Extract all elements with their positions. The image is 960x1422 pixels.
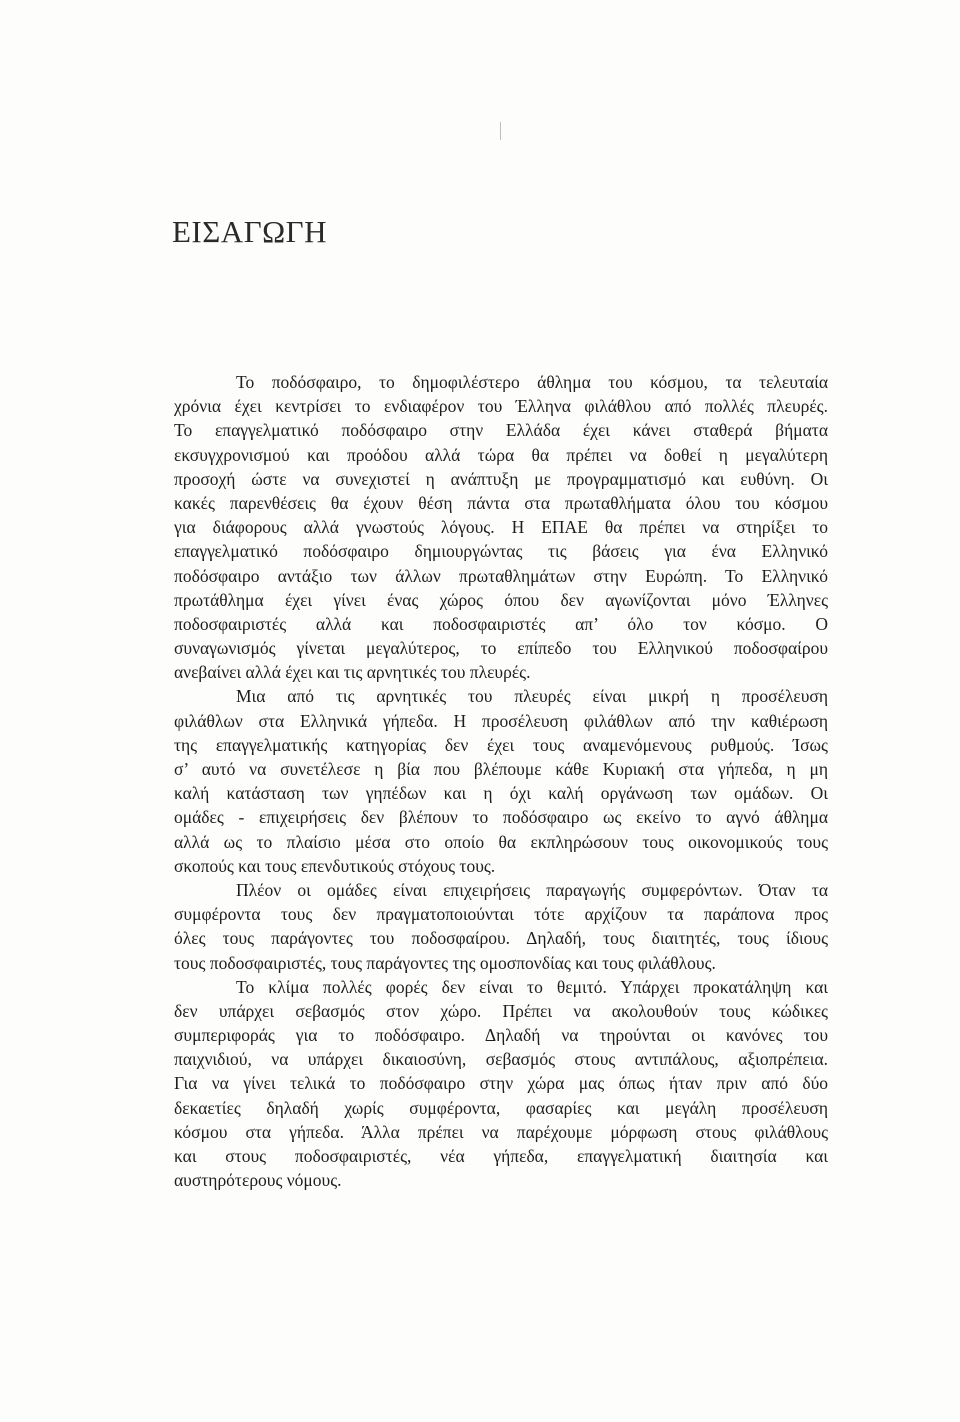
text-line: επαγγελματικό ποδόσφαιρο δημιουργώντας τις βάσεις για ένα Ελληνικό bbox=[174, 541, 828, 562]
text-line: της επαγγελματικής κατηγορίας δεν έχει τους αναμενόμενους ρυθμούς. Ίσως bbox=[174, 734, 828, 755]
text-line: σκοπούς και τους επενδυτικούς στόχους τους. bbox=[174, 855, 496, 876]
text-line: κακές παρενθέσεις θα έχουν θέση πάντα στα πρωταθλήματα όλου του κόσμου bbox=[174, 492, 828, 513]
text-line: Μια από τις αρνητικές του πλευρές είναι μικρή η προσέλευση bbox=[236, 686, 828, 707]
text-line: ποδοσφαιριστές αλλά και ποδοσφαιριστές απ’ όλο τον κόσμο. Ο bbox=[174, 613, 828, 634]
paragraph bbox=[174, 878, 828, 975]
paragraph bbox=[174, 975, 828, 1193]
text-line: φιλάθλων στα Ελληνικά γήπεδα. Η προσέλευση φιλάθλων από την καθιέρωση bbox=[174, 710, 828, 731]
text-line: καλή κατάσταση των γηπέδων και η όχι καλή οργάνωση των ομάδων. Οι bbox=[174, 783, 828, 804]
text-line: αυστηρότερους νόμους. bbox=[174, 1170, 342, 1191]
text-line: ομάδες - επιχειρήσεις δεν βλέπουν το ποδόσφαιρο ως εκείνο το αγνό άθλημα bbox=[174, 807, 828, 828]
text-line: και στους ποδοσφαιριστές, νέα γήπεδα, επαγγελματική διαιτησία και bbox=[174, 1146, 828, 1166]
text-line: σ’ αυτό να συνετέλεσε η βία που βλέπουμε κάθε Κυριακή στα γήπεδα, η μη bbox=[174, 759, 828, 779]
text-line: παιχνιδιού, να υπάρχει δικαιοσύνη, σεβασμός στους αντιπάλους, αξιοπρέπεια. bbox=[174, 1049, 828, 1070]
text-line: πρωτάθλημα έχει γίνει ένας χώρος όπου δεν αγωνίζονται μόνο Έλληνες bbox=[174, 589, 828, 610]
text-line: χρόνια έχει κεντρίσει το ενδιαφέρον του Έλληνα φιλάθλου από πολλές πλευρές. bbox=[174, 396, 828, 417]
text-line: Το επαγγελματικό ποδόσφαιρο στην Ελλάδα έχει κάνει σταθερά βήματα bbox=[174, 420, 828, 441]
text-line: όλες τους παράγοντες του ποδοσφαίρου. Δηλαδή, τους διαιτητές, τους ίδιους bbox=[174, 928, 828, 949]
text-line: ανεβαίνει αλλά έχει και τις αρνητικές του πλευρές. bbox=[174, 662, 531, 683]
body-text bbox=[174, 370, 828, 1192]
page-mark bbox=[500, 122, 501, 140]
text-line: Για να γίνει τελικά το ποδόσφαιρο στην χώρα μας όπως ήταν πριν από δύο bbox=[174, 1073, 828, 1094]
text-line: εκσυγχρονισμού και προόδου αλλά τώρα θα πρέπει να δοθεί η μεγαλύτερη bbox=[174, 444, 828, 465]
text-line: για διάφορους αλλά γνωστούς λόγους. Η ΕΠΑΕ θα πρέπει να στηρίξει το bbox=[174, 517, 828, 538]
text-line: συμφέροντα τους δεν πραγματοποιούνται τότε αρχίζουν τα παράπονα προς bbox=[174, 904, 828, 925]
text-line: συμπεριφοράς για το ποδόσφαιρο. Δηλαδή να τηρούνται οι κανόνες του bbox=[174, 1025, 828, 1046]
text-line: προσοχή ώστε να συνεχιστεί η ανάπτυξη με προγραμματισμό και ευθύνη. Οι bbox=[174, 468, 828, 489]
text-line: κόσμου στα γήπεδα. Άλλα πρέπει να παρέχουμε μόρφωση στους φιλάθλους bbox=[174, 1121, 828, 1142]
text-line: Το ποδόσφαιρο, το δημοφιλέστερο άθλημα του κόσμου, τα τελευταία bbox=[236, 372, 828, 392]
page-title: ΕΙΣΑΓΩΓΗ bbox=[172, 214, 327, 249]
text-line: συναγωνισμός γίνεται μεγαλύτερος, το επίπεδο του Ελληνικού ποδοσφαίρου bbox=[174, 638, 828, 659]
text-line: Πλέον οι ομάδες είναι επιχειρήσεις παραγωγής συμφερόντων. Όταν τα bbox=[236, 879, 828, 900]
text-line: ποδόσφαιρο αντάξιο των άλλων πρωταθλημάτων στην Ευρώπη. Το Ελληνικό bbox=[174, 565, 828, 586]
text-line: δεκαετίες δηλαδή χωρίς συμφέροντα, φασαρίες και μεγάλη προσέλευση bbox=[174, 1097, 828, 1118]
text-line: Το κλίμα πολλές φορές δεν είναι το θεμιτό. Υπάρχει προκατάληψη και bbox=[236, 976, 828, 997]
paragraph bbox=[174, 370, 828, 684]
text-line: τους ποδοσφαιριστές, τους παράγοντες της ομοσπονδίας και τους φιλάθλους. bbox=[174, 952, 716, 973]
text-line: δεν υπάρχει σεβασμός στον χώρο. Πρέπει να ακολουθούν τους κώδικες bbox=[174, 1000, 828, 1021]
paragraph bbox=[174, 684, 828, 878]
text-line: αλλά ως το πλαίσιο μέσα στο οποίο θα εκπληρώσουν τους οικονομικούς τους bbox=[174, 831, 828, 852]
